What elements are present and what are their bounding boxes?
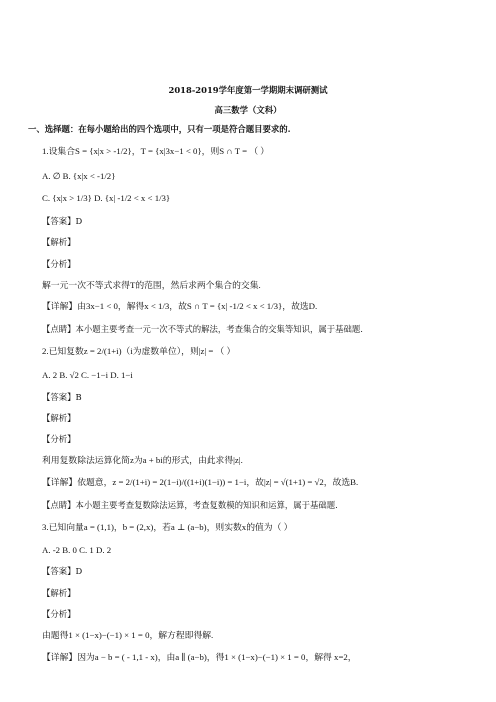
analysis-sub-label: 【分析】 <box>42 434 76 444</box>
analysis-label: 【解析】 <box>42 413 76 423</box>
section-heading: 一、选择题：在每小题给出的四个选项中，只有一项是符合题目要求的. <box>28 124 291 134</box>
analysis-text: 由题得1 × (1−x)−(−1) × 1 = 0，解方程即得解. <box>42 630 214 640</box>
question-2: 2.已知复数z = 2/(1+i)（i为虚数单位），则|z| = （ ） <box>42 346 236 356</box>
analysis-sub-label: 【分析】 <box>42 609 76 619</box>
question-1-options-ab: A. ∅ B. {x|x < -1/2} <box>42 171 116 181</box>
analysis-label: 【解析】 <box>42 588 76 598</box>
analysis-text: 利用复数除法运算化简z为a + bi的形式，由此求得|z|. <box>42 455 243 465</box>
question-3: 3.已知向量a = (1,1)，b = (2,x)，若a ⊥ (a−b)，则实数x的值为（ ） <box>42 522 293 532</box>
document-title: 2018-2019学年度第一学期期末调研测试 <box>168 85 328 95</box>
comment-text: 【点睛】本小题主要考查一元一次不等式的解法，考查集合的交集等知识，属于基础题. <box>42 324 363 334</box>
document-subtitle: 高三数学（文科） <box>214 105 282 115</box>
question-3-options: A. -2 B. 0 C. 1 D. 2 <box>42 545 112 555</box>
analysis-text: 解一元一次不等式求得T的范围，然后求两个集合的交集. <box>42 280 261 290</box>
analysis-sub-label: 【分析】 <box>42 259 76 269</box>
answer-label: 【答案】D <box>42 566 83 576</box>
question-1-options-cd: C. {x|x > 1/3} D. {x| -1/2 < x < 1/3} <box>42 193 171 203</box>
detail-text: 【详解】依题意，z = 2/(1+i) = 2(1−i)/((1+i)(1−i)) = 1−i，故|z| = √(1+1) = √2，故选B. <box>42 477 359 487</box>
detail-text: 【详解】由3x−1 < 0，解得x < 1/3，故S ∩ T = {x| -1/2 < x < 1/3}，故选D. <box>42 301 318 311</box>
analysis-label: 【解析】 <box>42 237 76 247</box>
comment-text: 【点睛】本小题主要考查复数除法运算，考查复数模的知识和运算，属于基础题. <box>42 500 338 510</box>
answer-label: 【答案】B <box>42 392 82 402</box>
question-1: 1.设集合S = {x|x > -1/2}，T = {x|3x−1 < 0}，则S ∩ T = （ ） <box>42 146 270 156</box>
detail-text: 【详解】因为a − b = ( - 1,1 - x)，由a ∥ (a−b)，得1 × (1−x)−(−1) × 1 = 0，解得 x=2， <box>42 652 357 662</box>
answer-label: 【答案】D <box>42 216 83 226</box>
question-2-options: A. 2 B. √2 C. −1−i D. 1−i <box>42 370 133 380</box>
